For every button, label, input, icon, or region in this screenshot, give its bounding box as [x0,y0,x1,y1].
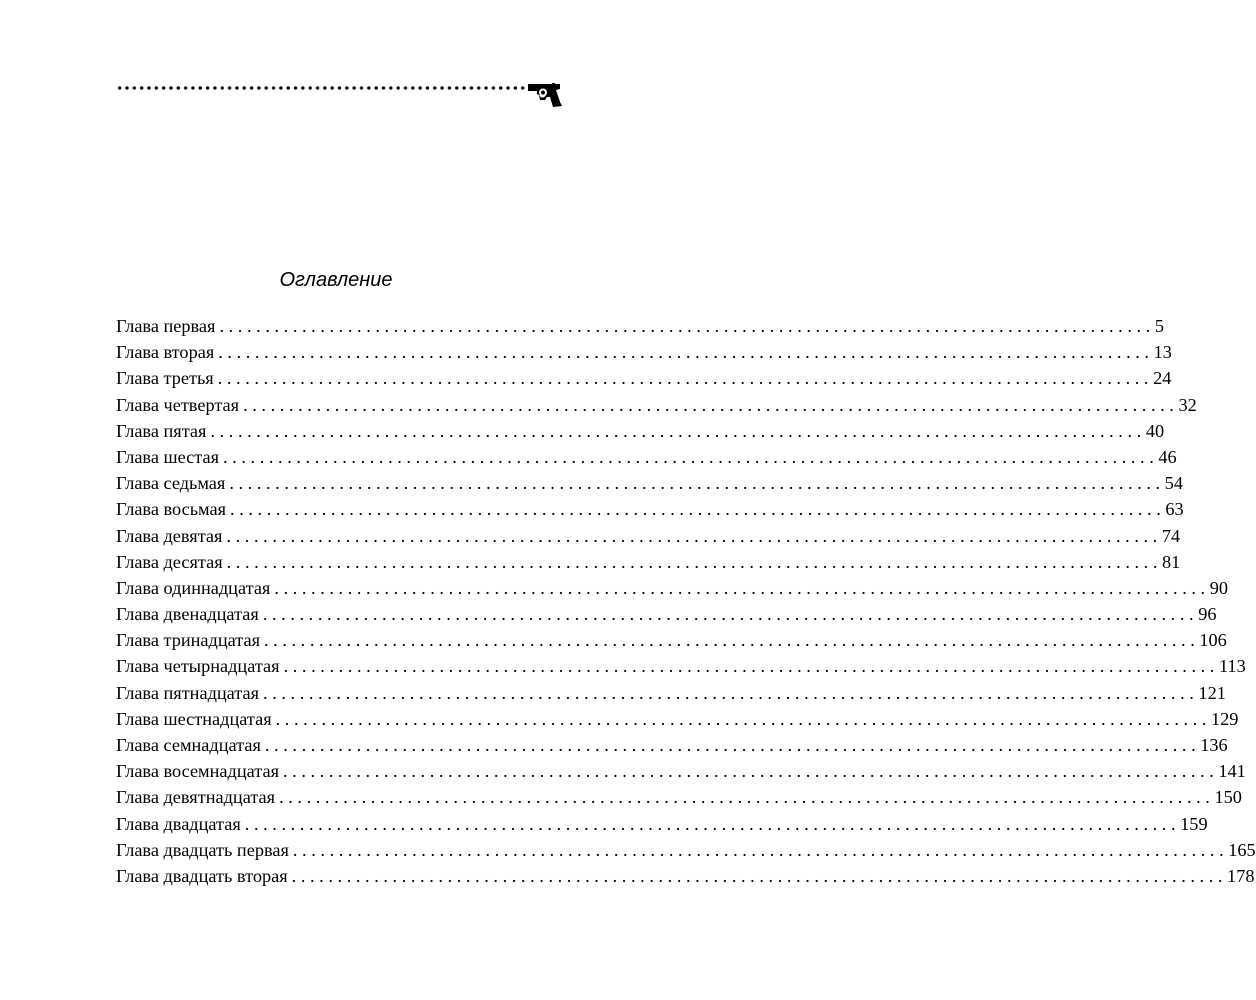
toc-entry-page: 113 [1218,656,1246,677]
toc-entry-page: 74 [1161,525,1181,546]
dot-leader: ...................................................................................................... [275,708,1211,729]
dot-leader: ...................................................................................................... [230,499,1166,520]
toc-entry-page: 136 [1200,735,1228,755]
dot-leader: ...................................................................................................... [229,473,1165,494]
toc-entry-page: 40 [1145,420,1165,441]
toc-entry-page: 24 [1153,368,1172,389]
toc-entry[interactable] [116,837,1256,863]
toc-entry-label: Глава девятнадцатая [116,787,276,808]
dot-leader: ...................................................................................................... [217,368,1154,389]
dot-leader: ...................................................................................................... [274,577,1210,598]
toc-entry-label: Глава тринадцатая [116,630,260,651]
toc-list [116,313,1256,889]
dot-leader: ...................................................................................................... [279,787,1215,808]
toc-entry-label: Глава восьмая [116,499,227,520]
toc-entry[interactable] [116,653,1246,679]
toc-entry-page: 13 [1153,342,1172,363]
toc-entry[interactable] [116,470,1183,496]
toc-entry[interactable] [116,365,1172,391]
toc-entry-label: Глава семнадцатая [116,735,261,755]
toc-entry-page: 54 [1164,473,1183,494]
toc-title: Оглавление [279,269,393,291]
toc-entry-page: 141 [1218,761,1246,782]
toc-entry[interactable] [116,811,1208,837]
toc-entry-label: Глава пятая [116,420,207,441]
toc-entry[interactable] [116,627,1227,653]
dot-leader: ...................................................................................................... [262,604,1199,625]
dot-leader: ...................................................................................................... [210,420,1146,441]
toc-entry[interactable] [116,549,1181,575]
dot-leader: ...................................................................................................... [226,525,1162,546]
toc-entry-page: 121 [1198,682,1226,703]
toc-entry-label: Глава двадцать вторая [116,865,288,886]
toc-entry-page: 106 [1199,630,1227,651]
toc-entry-page: 96 [1198,604,1217,625]
dot-leader: ...................................................................................................... [263,682,1199,703]
toc-entry-label: Глава третья [116,368,214,389]
toc-entry-label: Глава девятая [116,525,223,546]
toc-entry[interactable] [116,732,1228,758]
toc-entry[interactable] [116,863,1255,889]
toc-entry-label: Глава пятнадцатая [116,682,260,703]
toc-entry-label: Глава шестая [116,446,220,467]
toc-entry-page: 150 [1214,787,1242,808]
dot-leader: ...................................................................................................... [264,735,1201,755]
toc-entry-page: 90 [1209,577,1229,598]
toc-entry-label: Глава двадцать первая [116,839,289,860]
toc-entry-label: Глава четырнадцатая [116,656,280,677]
toc-entry[interactable] [116,523,1181,549]
toc-entry-page: 159 [1180,813,1208,834]
toc-entry-label: Глава восемнадцатая [116,761,279,782]
toc-entry-label: Глава двенадцатая [116,604,259,625]
dotted-rule [116,86,530,90]
toc-entry-page: 5 [1154,316,1164,336]
toc-entry-label: Глава седьмая [116,473,226,494]
toc-entry-label: Глава первая [116,316,216,336]
dot-leader: ...................................................................................................... [244,813,1181,834]
toc-entry[interactable] [116,392,1197,418]
dot-leader: ...................................................................................................... [219,316,1155,336]
toc-entry-label: Глава двадцатая [116,813,241,834]
toc-entry[interactable] [116,313,1164,339]
toc-entry[interactable] [116,496,1184,522]
dot-leader: ...................................................................................................... [291,865,1228,886]
toc-entry-label: Глава одиннадцатая [116,577,271,598]
toc-entry-label: Глава десятая [116,551,223,572]
dot-leader: ...................................................................................................... [223,446,1159,467]
header-ornament [116,80,568,110]
dot-leader: ...................................................................................................... [264,630,1200,651]
toc-entry-page: 63 [1165,499,1184,520]
toc-entry-label: Глава вторая [116,342,215,363]
toc-entry[interactable] [116,444,1177,470]
toc-entry-page: 32 [1178,394,1197,415]
toc-entry-page: 165 [1228,839,1256,860]
dot-leader: ...................................................................................................... [218,342,1154,363]
dot-leader: ...................................................................................................... [292,839,1229,860]
toc-entry[interactable] [116,339,1172,365]
toc-entry[interactable] [116,706,1239,732]
toc-entry-label: Глава четвертая [116,394,240,415]
toc-entry[interactable] [116,418,1165,444]
revolver-icon [526,80,566,108]
toc-entry[interactable] [116,758,1246,784]
toc-entry-page: 46 [1158,446,1177,467]
toc-entry[interactable] [116,601,1217,627]
dot-leader: ...................................................................................................... [283,761,1219,782]
toc-entry-page: 81 [1162,551,1181,572]
dot-leader: ...................................................................................................... [283,656,1219,677]
toc-entry[interactable] [116,575,1229,601]
toc-entry[interactable] [116,680,1226,706]
toc-entry-label: Глава шестнадцатая [116,708,272,729]
dot-leader: ...................................................................................................... [243,394,1179,415]
toc-entry-page: 178 [1227,865,1255,886]
dot-leader: ...................................................................................................... [226,551,1163,572]
toc-entry[interactable] [116,784,1242,810]
toc-entry-page: 129 [1211,708,1239,729]
